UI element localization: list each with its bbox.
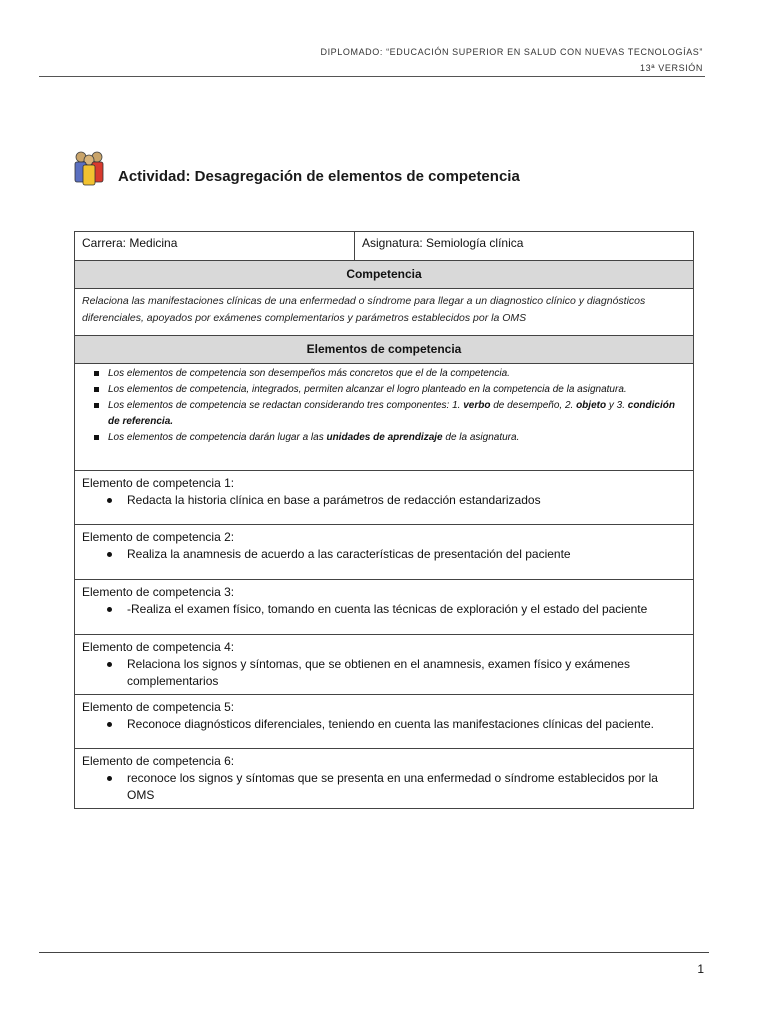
element-label: Elemento de competencia 4:: [82, 640, 235, 654]
activity-title: Actividad: Desagregación de elementos de competencia: [118, 167, 520, 185]
element-label: Elemento de competencia 1:: [82, 476, 235, 490]
header-program-title: DIPLOMADO: “EDUCACIÓN SUPERIOR EN SALUD CON NUEVAS TECNOLOGÍAS”: [320, 47, 703, 57]
element-row-5: [75, 695, 694, 749]
footer-divider: [39, 952, 709, 953]
element-row-1: [75, 471, 694, 525]
note-item: Los elementos de competencia se redactan considerando tres componentes: 1. verbo de desempeño, 2. objeto y 3. condición de referencia.: [108, 398, 686, 430]
document-header: [320, 44, 703, 76]
element-item: -Realiza el examen físico, tomando en cuenta las técnicas de exploración y el estado del paciente: [127, 601, 686, 618]
header-divider: [39, 76, 705, 77]
element-item: Realiza la anamnesis de acuerdo a las características de presentación del paciente: [127, 546, 686, 563]
element-item: reconoce los signos y síntomas que se presenta en una enfermedad o síndrome establecidos por la OMS: [127, 770, 686, 804]
element-item: Relaciona los signos y síntomas, que se obtienen en el anamnesis, examen físico y exámenes complementarios: [127, 656, 686, 690]
note-item: Los elementos de competencia darán lugar a las unidades de aprendizaje de la asignatura.: [108, 430, 686, 446]
page-number: 1: [697, 962, 704, 976]
competencia-text: Relaciona las manifestaciones clínicas de una enfermedad o síndrome para llegar a un diagnostico clínico y diagnósticos diferenciales, apoyados por exámenes complementarios y parámetros establecidos por la OMS: [75, 289, 694, 336]
element-label: Elemento de competencia 6:: [82, 754, 235, 768]
activity-heading: [72, 150, 520, 186]
element-row-4: [75, 635, 694, 695]
element-row-2: [75, 525, 694, 580]
element-label: Elemento de competencia 5:: [82, 700, 235, 714]
note-item: Los elementos de competencia son desempeños más concretos que el de la competencia.: [108, 366, 686, 382]
asignatura-cell: Asignatura: Semiología clínica: [355, 232, 694, 261]
element-item: Redacta la historia clínica en base a parámetros de redacción estandarizados: [127, 492, 686, 509]
people-group-icon: [72, 150, 106, 186]
notes-list: [82, 366, 686, 446]
element-row-3: [75, 580, 694, 635]
competencia-header: Competencia: [75, 261, 694, 289]
element-label: Elemento de competencia 3:: [82, 585, 235, 599]
elementos-header: Elementos de competencia: [75, 336, 694, 364]
element-label: Elemento de competencia 2:: [82, 530, 235, 544]
element-item: Reconoce diagnósticos diferenciales, teniendo en cuenta las manifestaciones clínicas del paciente.: [127, 716, 686, 733]
note-item: Los elementos de competencia, integrados, permiten alcanzar el logro planteado en la competencia de la asignatura.: [108, 382, 686, 398]
notes-cell: [75, 364, 694, 471]
header-version: 13ª VERSIÓN: [640, 63, 703, 73]
element-row-6: [75, 749, 694, 809]
competency-table: [74, 231, 694, 809]
carrera-cell: Carrera: Medicina: [75, 232, 355, 261]
